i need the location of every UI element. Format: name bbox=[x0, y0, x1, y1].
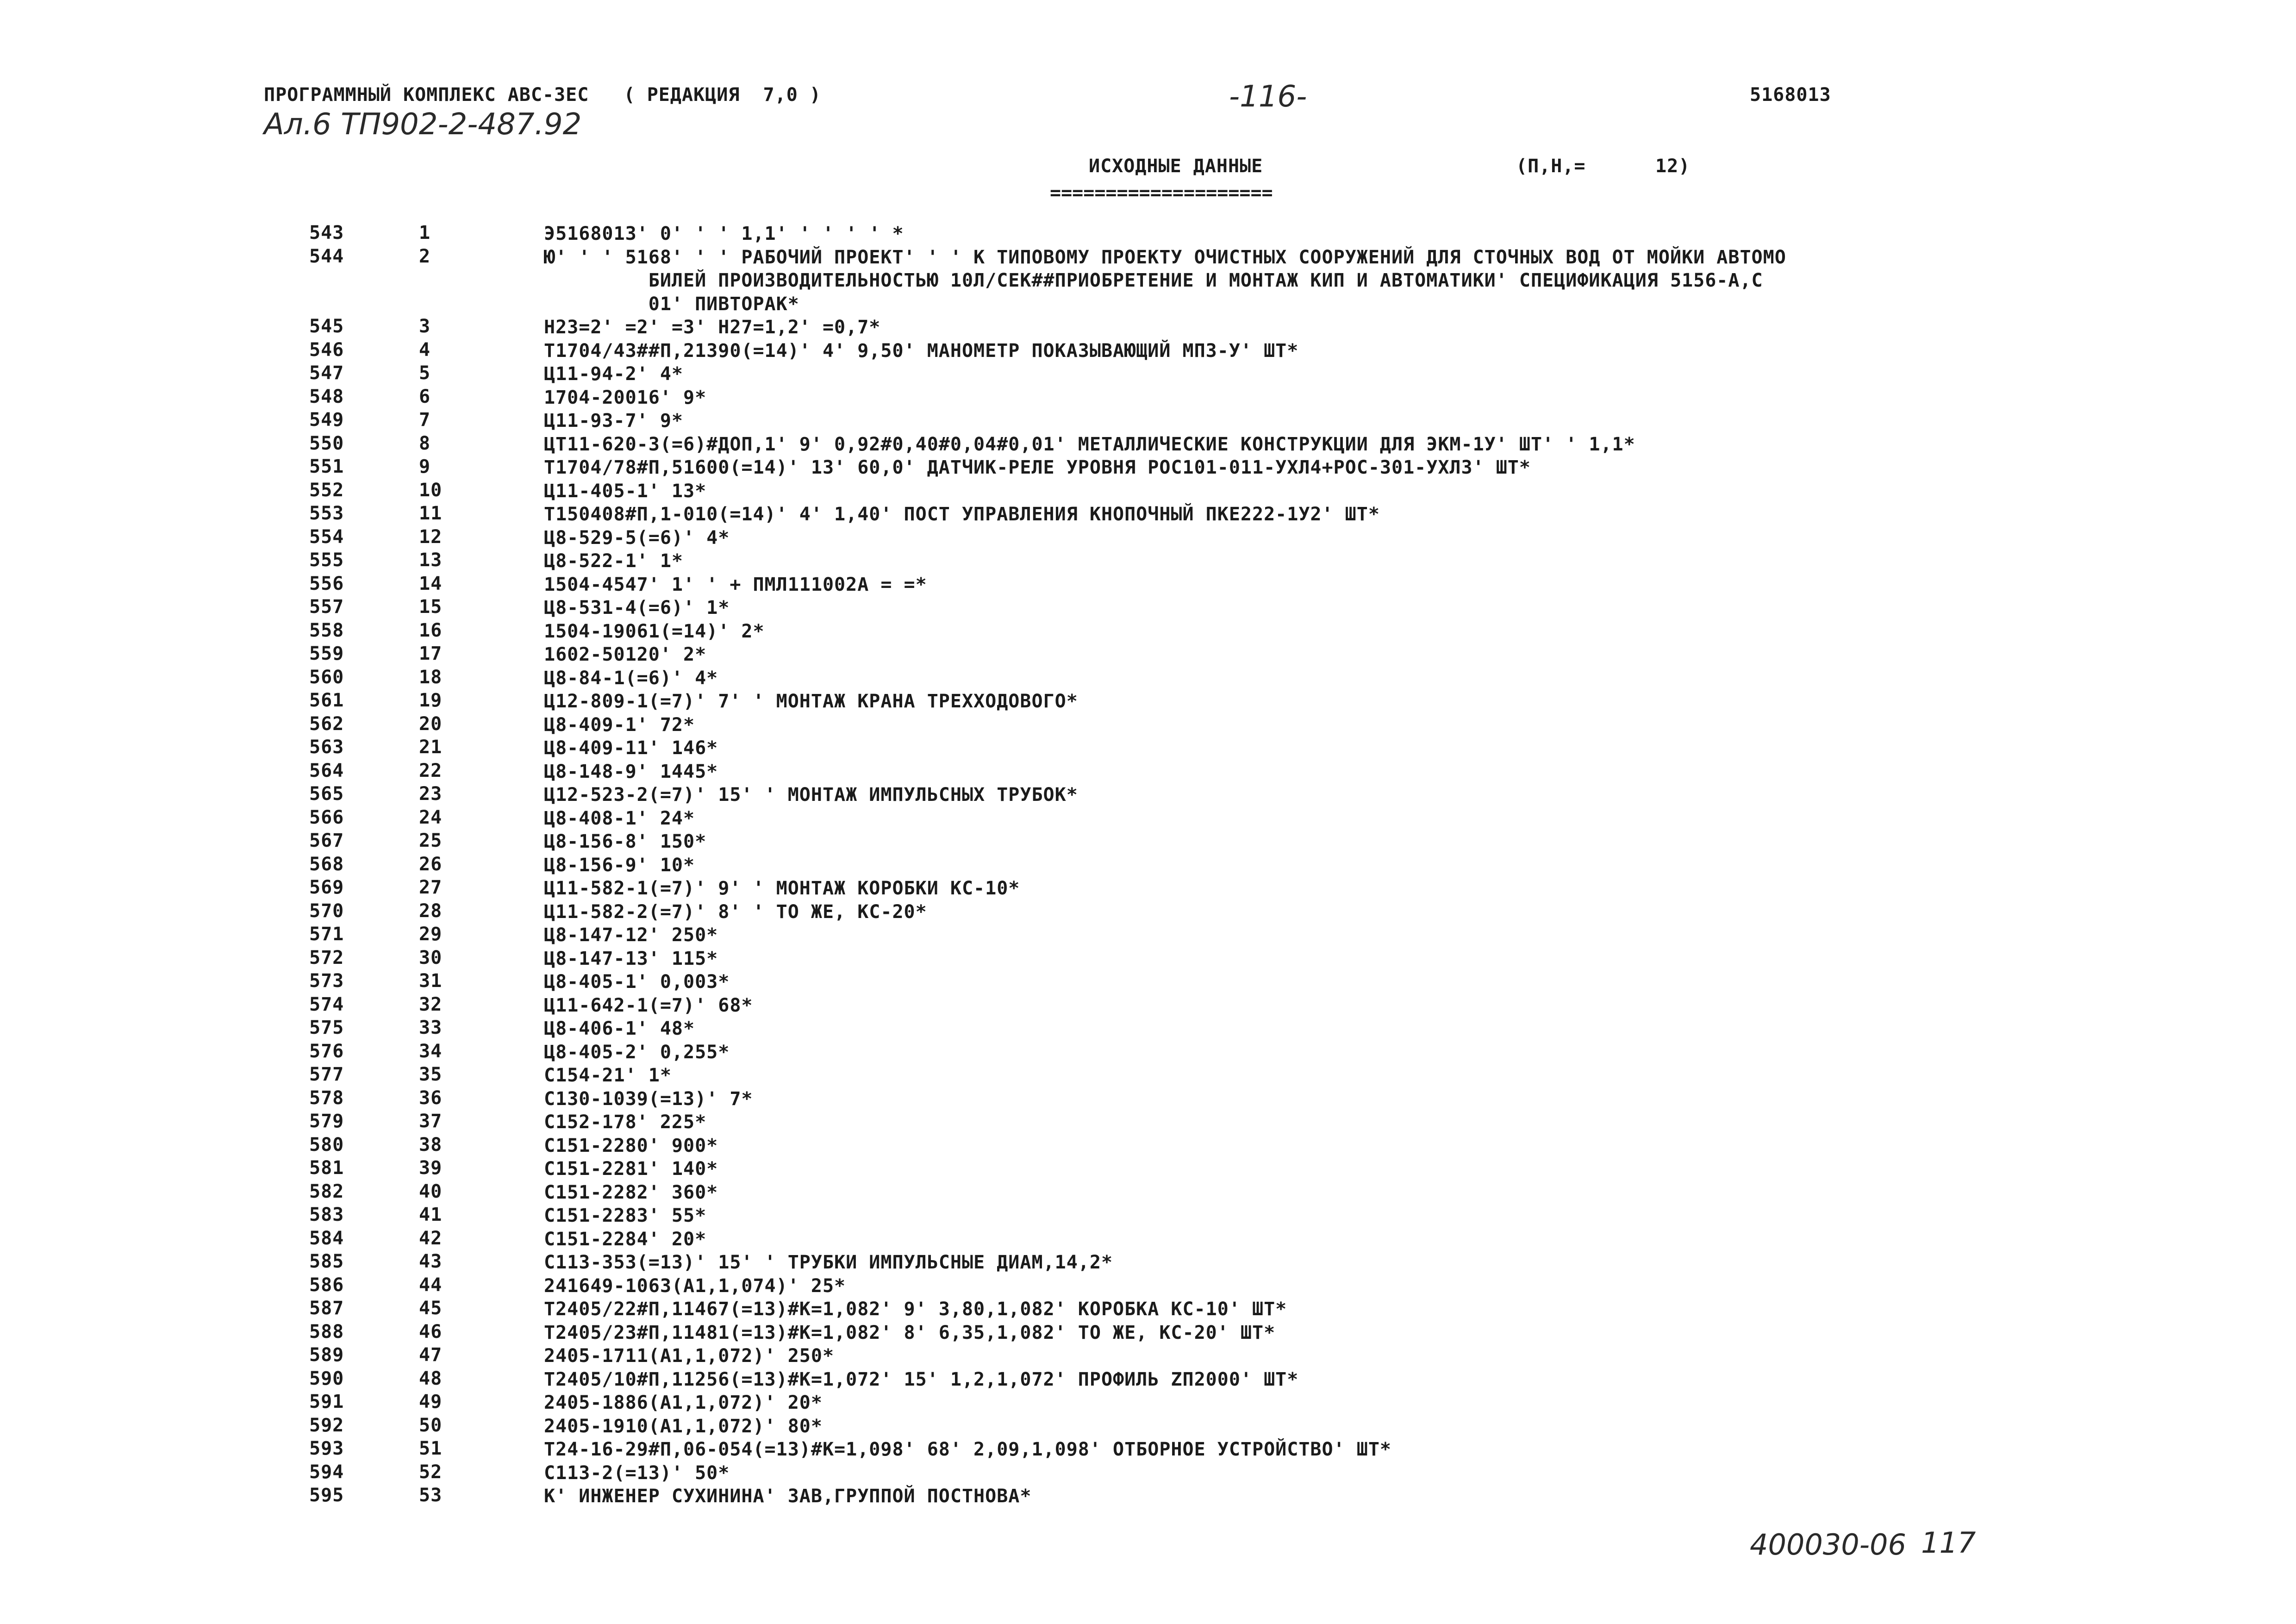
line-number: 591 bbox=[309, 1391, 344, 1412]
line-number: 590 bbox=[309, 1368, 344, 1389]
sequence-number: 20 bbox=[419, 713, 443, 735]
line-number: 584 bbox=[309, 1227, 344, 1249]
sequence-number: 34 bbox=[419, 1040, 443, 1062]
sequence-number: 5 bbox=[419, 362, 431, 384]
record-text: Ц8-529-5(=6)' 4* bbox=[544, 527, 730, 549]
record-text: С154-21' 1* bbox=[544, 1065, 672, 1086]
line-number: 560 bbox=[309, 666, 344, 688]
sequence-number: 24 bbox=[419, 806, 443, 828]
listing-row bbox=[0, 783, 2296, 807]
listing-row bbox=[0, 620, 2296, 643]
sequence-number: 18 bbox=[419, 666, 443, 688]
record-text: С113-2(=13)' 50* bbox=[544, 1462, 730, 1484]
record-text: Ц11-642-1(=7)' 68* bbox=[544, 994, 753, 1016]
record-text: Ц8-406-1' 48* bbox=[544, 1018, 695, 1039]
record-text: С151-2283' 55* bbox=[544, 1205, 707, 1226]
listing-row bbox=[0, 877, 2296, 900]
line-number: 593 bbox=[309, 1438, 344, 1459]
sequence-number: 33 bbox=[419, 1017, 443, 1038]
listing-row bbox=[0, 550, 2296, 573]
record-text: 1504-19061(=14)' 2* bbox=[544, 620, 765, 642]
line-number: 546 bbox=[309, 339, 344, 361]
record-text: Ц8-148-9' 1445* bbox=[544, 761, 718, 782]
record-text: Ц8-531-4(=6)' 1* bbox=[544, 597, 730, 618]
sequence-number: 26 bbox=[419, 853, 443, 875]
record-text: Т2405/22#П,11467(=13)#К=1,082' 9' 3,80,1,082' КОРОБКА КС-10' ШТ* bbox=[544, 1299, 1287, 1320]
sequence-number: 3 bbox=[419, 316, 431, 337]
line-number: 548 bbox=[309, 386, 344, 407]
line-number: 574 bbox=[309, 993, 344, 1015]
record-text: Ц8-409-11' 146* bbox=[544, 737, 718, 759]
record-text: Ю' ' ' 5168' ' ' РАБОЧИЙ ПРОЕКТ' ' ' К ТИПОВОМУ ПРОЕКТУ ОЧИСТНЫХ СООРУЖЕНИЙ ДЛЯ СТОЧНЫХ ВОД ОТ МОЙКИ АВТОМО БИЛЕЙ ПРОИЗВОДИТЕЛЬНОСТЬЮ 10Л/СЕК##ПРИОБРЕТЕНИЕ И МОНТАЖ КИП И АВТОМАТИКИ' СПЕЦИФИКАЦИЯ 5156-А,С 01' ПИВТОРАК* bbox=[544, 246, 1786, 315]
record-text: Ц11-93-7' 9* bbox=[544, 410, 683, 431]
listing-row bbox=[0, 573, 2296, 597]
sequence-number: 19 bbox=[419, 690, 443, 711]
line-number: 557 bbox=[309, 596, 344, 618]
document-code: 5168013 bbox=[1750, 84, 1831, 106]
sequence-number: 30 bbox=[419, 947, 443, 968]
record-text: Ц8-405-2' 0,255* bbox=[544, 1041, 730, 1063]
line-number: 543 bbox=[309, 222, 344, 244]
line-number: 570 bbox=[309, 900, 344, 922]
sequence-number: 31 bbox=[419, 970, 443, 992]
listing-row bbox=[0, 222, 2296, 246]
sequence-number: 29 bbox=[419, 924, 443, 945]
sequence-number: 25 bbox=[419, 830, 443, 851]
line-number: 566 bbox=[309, 806, 344, 828]
listing-row bbox=[0, 596, 2296, 620]
sequence-number: 37 bbox=[419, 1111, 443, 1132]
listing-row bbox=[0, 1041, 2296, 1064]
handwritten-archive-number: 400030-06 bbox=[1750, 1528, 1906, 1562]
listing-row bbox=[0, 1391, 2296, 1415]
listing-row bbox=[0, 386, 2296, 410]
sequence-number: 22 bbox=[419, 760, 443, 781]
line-number: 579 bbox=[309, 1111, 344, 1132]
record-text: Т1704/43##П,21390(=14)' 4' 9,50' МАНОМЕТР ПОКАЗЫВАЮЩИЙ МПЗ-У' ШТ* bbox=[544, 340, 1299, 362]
sequence-number: 10 bbox=[419, 479, 443, 501]
line-number: 561 bbox=[309, 690, 344, 711]
sequence-number: 41 bbox=[419, 1204, 443, 1225]
listing-row bbox=[0, 760, 2296, 784]
record-text: Э5168013' 0' ' ' 1,1' ' ' ' ' * bbox=[544, 223, 904, 244]
record-text: Ц8-408-1' 24* bbox=[544, 807, 695, 829]
line-number: 554 bbox=[309, 526, 344, 548]
line-number: 592 bbox=[309, 1414, 344, 1436]
line-number: 556 bbox=[309, 573, 344, 594]
record-text: 2405-1910(А1,1,072)' 80* bbox=[544, 1415, 823, 1437]
line-number: 558 bbox=[309, 619, 344, 641]
listing-row bbox=[0, 994, 2296, 1018]
sequence-number: 1 bbox=[419, 222, 431, 244]
sequence-number: 17 bbox=[419, 643, 443, 664]
listing-row bbox=[0, 1344, 2296, 1368]
record-text: 1704-20016' 9* bbox=[544, 387, 707, 408]
sequence-number: 48 bbox=[419, 1368, 443, 1389]
record-text: К' ИНЖЕНЕР СУХИНИНА' ЗАВ,ГРУППОЙ ПОСТНОВА* bbox=[544, 1486, 1032, 1507]
listing-row bbox=[0, 970, 2296, 994]
data-listing bbox=[0, 222, 2296, 1508]
line-number: 575 bbox=[309, 1017, 344, 1038]
line-number: 567 bbox=[309, 830, 344, 851]
page-number: -116- bbox=[1229, 80, 1307, 114]
line-number: 555 bbox=[309, 550, 344, 571]
line-number: 594 bbox=[309, 1461, 344, 1483]
sequence-number: 53 bbox=[419, 1485, 443, 1506]
sequence-number: 27 bbox=[419, 877, 443, 898]
listing-row bbox=[0, 1368, 2296, 1392]
record-text: С152-178' 225* bbox=[544, 1112, 707, 1133]
listing-row bbox=[0, 1438, 2296, 1462]
sequence-number: 43 bbox=[419, 1251, 443, 1272]
listing-row bbox=[0, 1415, 2296, 1438]
listing-row bbox=[0, 713, 2296, 737]
sequence-number: 15 bbox=[419, 596, 443, 618]
listing-row bbox=[0, 1228, 2296, 1251]
listing-row bbox=[0, 456, 2296, 480]
line-number: 586 bbox=[309, 1274, 344, 1296]
record-text: Ц8-409-1' 72* bbox=[544, 714, 695, 736]
line-number: 595 bbox=[309, 1485, 344, 1506]
record-text: Ц11-582-2(=7)' 8' ' ТО ЖЕ, КС-20* bbox=[544, 901, 927, 923]
listing-row bbox=[0, 667, 2296, 690]
line-number: 576 bbox=[309, 1040, 344, 1062]
record-text: Ц8-84-1(=6)' 4* bbox=[544, 667, 718, 689]
record-text: Ц8-147-13' 115* bbox=[544, 948, 718, 969]
sequence-number: 12 bbox=[419, 526, 443, 548]
line-number: 550 bbox=[309, 432, 344, 454]
section-underline: ==================== bbox=[1050, 182, 1273, 204]
line-number: 580 bbox=[309, 1134, 344, 1156]
listing-row bbox=[0, 503, 2296, 526]
record-text: Ц8-147-12' 250* bbox=[544, 924, 718, 946]
listing-row bbox=[0, 643, 2296, 667]
handwritten-project-ref: Ал.6 ТП902-2-487.92 bbox=[264, 107, 582, 142]
listing-row bbox=[0, 316, 2296, 339]
listing-row bbox=[0, 900, 2296, 924]
record-text: Ц8-156-8' 150* bbox=[544, 831, 707, 852]
record-text: Т1704/78#П,51600(=14)' 13' 60,0' ДАТЧИК-РЕЛЕ УРОВНЯ РОС101-011-УХЛ4+РОС-301-УХЛ3' ШТ* bbox=[544, 457, 1531, 478]
sequence-number: 4 bbox=[419, 339, 431, 361]
line-number: 577 bbox=[309, 1064, 344, 1085]
record-text: С151-2284' 20* bbox=[544, 1228, 707, 1250]
record-text: Ц8-405-1' 0,003* bbox=[544, 971, 730, 993]
record-text: Т2405/23#П,11481(=13)#К=1,082' 8' 6,35,1,082' ТО ЖЕ, КС-20' ШТ* bbox=[544, 1322, 1276, 1343]
line-number: 553 bbox=[309, 503, 344, 524]
line-number: 589 bbox=[309, 1344, 344, 1366]
sequence-number: 9 bbox=[419, 456, 431, 477]
sequence-number: 46 bbox=[419, 1321, 443, 1343]
sequence-number: 47 bbox=[419, 1344, 443, 1366]
sequence-number: 8 bbox=[419, 432, 431, 454]
listing-row bbox=[0, 1462, 2296, 1485]
sequence-number: 11 bbox=[419, 503, 443, 524]
record-text: Т24-16-29#П,06-054(=13)#К=1,098' 68' 2,09,1,098' ОТБОРНОЕ УСТРОЙСТВО' ШТ* bbox=[544, 1439, 1391, 1460]
listing-row bbox=[0, 1251, 2296, 1274]
line-number: 562 bbox=[309, 713, 344, 735]
sequence-number: 35 bbox=[419, 1064, 443, 1085]
line-number: 569 bbox=[309, 877, 344, 898]
listing-row bbox=[0, 1298, 2296, 1321]
listing-row bbox=[0, 1087, 2296, 1111]
sequence-number: 16 bbox=[419, 619, 443, 641]
line-number: 551 bbox=[309, 456, 344, 477]
record-text: ЦТ11-620-3(=6)#ДОП,1' 9' 0,92#0,40#0,04#0,01' МЕТАЛЛИЧЕСКИЕ КОНСТРУКЦИИ ДЛЯ ЭКМ-1У' ШТ' ' 1,1* bbox=[544, 433, 1635, 455]
record-text: Ц8-522-1' 1* bbox=[544, 550, 683, 572]
record-text: 241649-1063(А1,1,074)' 25* bbox=[544, 1275, 846, 1297]
line-number: 565 bbox=[309, 783, 344, 805]
sequence-number: 13 bbox=[419, 550, 443, 571]
record-text: 2405-1711(А1,1,072)' 250* bbox=[544, 1345, 835, 1367]
record-text: С151-2281' 140* bbox=[544, 1158, 718, 1180]
sequence-number: 52 bbox=[419, 1461, 443, 1483]
sequence-number: 39 bbox=[419, 1157, 443, 1179]
listing-row bbox=[0, 947, 2296, 971]
handwritten-sheet-number: 117 bbox=[1921, 1526, 1976, 1560]
sequence-number: 14 bbox=[419, 573, 443, 594]
listing-row bbox=[0, 339, 2296, 363]
sequence-number: 23 bbox=[419, 783, 443, 805]
line-number: 573 bbox=[309, 970, 344, 992]
sequence-number: 21 bbox=[419, 737, 443, 758]
listing-row bbox=[0, 1064, 2296, 1087]
sequence-number: 45 bbox=[419, 1298, 443, 1319]
sequence-number: 49 bbox=[419, 1391, 443, 1412]
listing-row bbox=[0, 1017, 2296, 1041]
sequence-number: 7 bbox=[419, 409, 431, 431]
record-text: Ц11-405-1' 13* bbox=[544, 480, 707, 502]
line-number: 578 bbox=[309, 1087, 344, 1109]
listing-row bbox=[0, 1204, 2296, 1228]
listing-row bbox=[0, 1157, 2296, 1181]
listing-row bbox=[0, 480, 2296, 503]
line-number: 581 bbox=[309, 1157, 344, 1179]
record-text: 1504-4547' 1' ' + ПМЛ111002А = =* bbox=[544, 574, 927, 595]
listing-row bbox=[0, 433, 2296, 456]
sequence-number: 28 bbox=[419, 900, 443, 922]
record-text: Ц12-523-2(=7)' 15' ' МОНТАЖ ИМПУЛЬСНЫХ ТРУБОК* bbox=[544, 784, 1078, 806]
listing-row bbox=[0, 246, 2296, 316]
sequence-number: 2 bbox=[419, 245, 431, 267]
line-number: 587 bbox=[309, 1298, 344, 1319]
listing-row bbox=[0, 1111, 2296, 1134]
sequence-number: 42 bbox=[419, 1227, 443, 1249]
record-text: Ц11-582-1(=7)' 9' ' МОНТАЖ КОРОБКИ КС-10* bbox=[544, 878, 1020, 899]
line-number: 544 bbox=[309, 245, 344, 267]
listing-row bbox=[0, 924, 2296, 947]
line-number: 588 bbox=[309, 1321, 344, 1343]
record-text: С151-2282' 360* bbox=[544, 1181, 718, 1203]
record-text: Ц8-156-9' 10* bbox=[544, 854, 695, 876]
listing-row bbox=[0, 737, 2296, 760]
line-number: 549 bbox=[309, 409, 344, 431]
record-text: С130-1039(=13)' 7* bbox=[544, 1088, 753, 1110]
listing-row bbox=[0, 807, 2296, 831]
line-number: 564 bbox=[309, 760, 344, 781]
listing-row bbox=[0, 1181, 2296, 1205]
sequence-number: 44 bbox=[419, 1274, 443, 1296]
sequence-number: 40 bbox=[419, 1181, 443, 1202]
record-text: С113-353(=13)' 15' ' ТРУБКИ ИМПУЛЬСНЫЕ ДИАМ,14,2* bbox=[544, 1252, 1113, 1273]
record-text: Ц12-809-1(=7)' 7' ' МОНТАЖ КРАНА ТРЕХХОДОВОГО* bbox=[544, 691, 1078, 712]
sequence-number: 36 bbox=[419, 1087, 443, 1109]
line-number: 568 bbox=[309, 853, 344, 875]
program-header: ПРОГРАММНЫЙ КОМПЛЕКС АВС-3ЕС ( РЕДАКЦИЯ 7,0 ) bbox=[264, 84, 821, 106]
line-number: 547 bbox=[309, 362, 344, 384]
line-number: 585 bbox=[309, 1251, 344, 1272]
listing-row bbox=[0, 409, 2296, 433]
record-text: Н23=2' =2' =3' Н27=1,2' =0,7* bbox=[544, 317, 881, 338]
line-number: 545 bbox=[309, 316, 344, 337]
sequence-number: 51 bbox=[419, 1438, 443, 1459]
record-text: Т150408#П,1-010(=14)' 4' 1,40' ПОСТ УПРАВЛЕНИЯ КНОПОЧНЫЙ ПКЕ222-1У2' ШТ* bbox=[544, 504, 1380, 525]
listing-row bbox=[0, 854, 2296, 877]
listing-row bbox=[0, 1485, 2296, 1508]
section-title: ИСХОДНЫЕ ДАННЫЕ bbox=[1089, 156, 1263, 177]
listing-row bbox=[0, 1274, 2296, 1298]
line-number: 571 bbox=[309, 924, 344, 945]
line-number: 559 bbox=[309, 643, 344, 664]
section-params: (П,Н,= 12) bbox=[1516, 156, 1691, 177]
line-number: 552 bbox=[309, 479, 344, 501]
record-text: 2405-1886(А1,1,072)' 20* bbox=[544, 1392, 823, 1413]
line-number: 582 bbox=[309, 1181, 344, 1202]
listing-row bbox=[0, 362, 2296, 386]
listing-row bbox=[0, 830, 2296, 854]
record-text: Ц11-94-2' 4* bbox=[544, 363, 683, 385]
listing-row bbox=[0, 526, 2296, 550]
listing-row bbox=[0, 690, 2296, 713]
listing-row bbox=[0, 1134, 2296, 1158]
listing-row bbox=[0, 1321, 2296, 1345]
line-number: 583 bbox=[309, 1204, 344, 1225]
sequence-number: 50 bbox=[419, 1414, 443, 1436]
sequence-number: 32 bbox=[419, 993, 443, 1015]
record-text: Т2405/10#П,11256(=13)#К=1,072' 15' 1,2,1,072' ПРОФИЛЬ ZП2000' ШТ* bbox=[544, 1368, 1299, 1390]
record-text: С151-2280' 900* bbox=[544, 1135, 718, 1156]
record-text: 1602-50120' 2* bbox=[544, 644, 707, 665]
sequence-number: 6 bbox=[419, 386, 431, 407]
line-number: 572 bbox=[309, 947, 344, 968]
line-number: 563 bbox=[309, 737, 344, 758]
sequence-number: 38 bbox=[419, 1134, 443, 1156]
